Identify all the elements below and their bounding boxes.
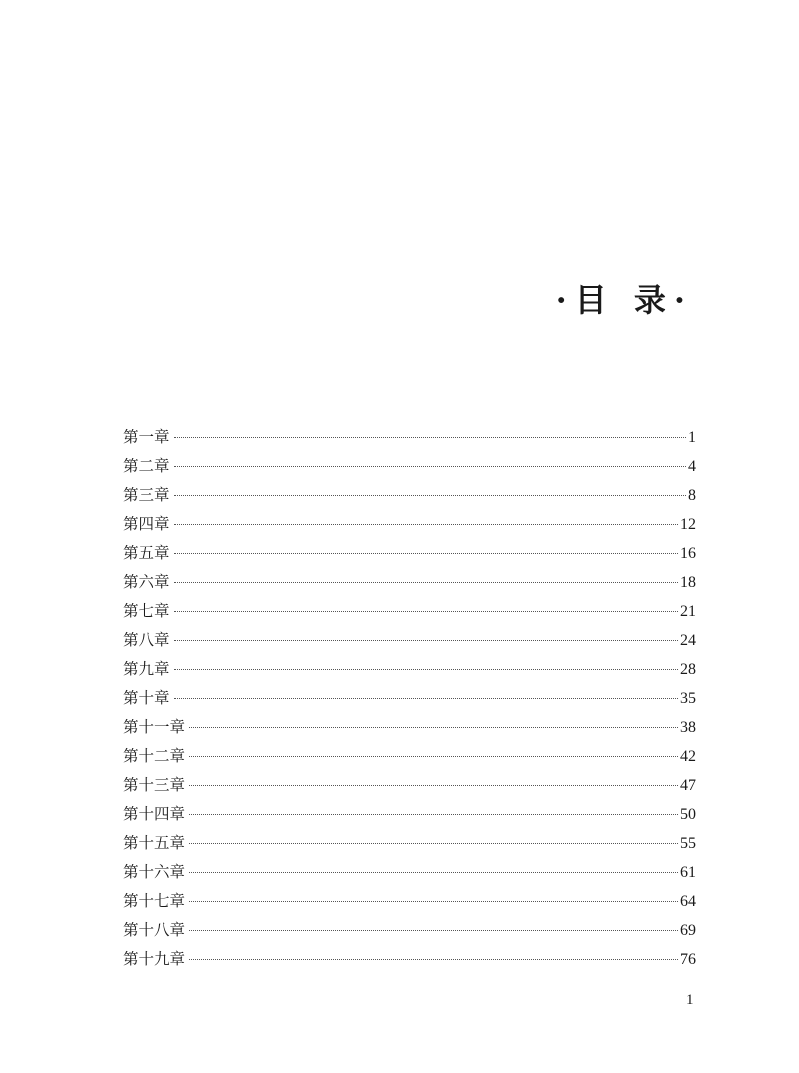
toc-dot-leader — [189, 872, 678, 873]
toc-entry[interactable] — [123, 626, 696, 655]
toc-entry-page: 38 — [680, 719, 696, 736]
toc-entry[interactable] — [123, 829, 696, 858]
toc-entry[interactable] — [123, 481, 696, 510]
toc-entry-label: 第十二章 — [123, 747, 186, 765]
toc-dot-leader — [189, 930, 678, 931]
toc-entry-page: 61 — [680, 864, 696, 881]
toc-entry[interactable] — [123, 684, 696, 713]
toc-entry-label: 第四章 — [123, 515, 170, 533]
toc-entry[interactable] — [123, 771, 696, 800]
toc-entry[interactable] — [123, 568, 696, 597]
toc-dot-leader — [174, 524, 678, 525]
toc-entry-page: 16 — [680, 545, 696, 562]
toc-dot-leader — [174, 466, 686, 467]
toc-entry-label: 第十一章 — [123, 718, 186, 736]
page-title: ·目 录· — [555, 281, 693, 319]
toc-entry-label: 第十八章 — [123, 921, 186, 939]
toc-entry[interactable] — [123, 539, 696, 568]
toc-entry-page: 55 — [680, 835, 696, 852]
toc-entry-label: 第十章 — [123, 689, 170, 707]
toc-entry-label: 第九章 — [123, 660, 170, 678]
toc-dot-leader — [189, 785, 678, 786]
toc-entry-page: 76 — [680, 951, 696, 968]
toc-entry-page: 4 — [688, 458, 696, 475]
toc-entry-label: 第八章 — [123, 631, 170, 649]
toc-entry[interactable] — [123, 713, 696, 742]
table-of-contents — [123, 423, 696, 974]
toc-dot-leader — [189, 843, 678, 844]
toc-entry-label: 第十七章 — [123, 892, 186, 910]
toc-entry-page: 35 — [680, 690, 696, 707]
toc-entry[interactable] — [123, 597, 696, 626]
toc-entry-page: 28 — [680, 661, 696, 678]
toc-entry-label: 第五章 — [123, 544, 170, 562]
toc-entry-label: 第十五章 — [123, 834, 186, 852]
toc-dot-leader — [189, 814, 678, 815]
toc-entry-page: 24 — [680, 632, 696, 649]
toc-entry-label: 第十四章 — [123, 805, 186, 823]
toc-entry[interactable] — [123, 945, 696, 974]
toc-entry[interactable] — [123, 916, 696, 945]
toc-dot-leader — [174, 437, 686, 438]
toc-dot-leader — [189, 901, 678, 902]
toc-entry-page: 69 — [680, 922, 696, 939]
toc-entry-label: 第三章 — [123, 486, 170, 504]
toc-dot-leader — [174, 495, 686, 496]
toc-entry[interactable] — [123, 858, 696, 887]
toc-entry-label: 第十六章 — [123, 863, 186, 881]
toc-dot-leader — [189, 959, 678, 960]
toc-entry-page: 47 — [680, 777, 696, 794]
toc-entry-page: 21 — [680, 603, 696, 620]
toc-entry[interactable] — [123, 423, 696, 452]
toc-entry-page: 18 — [680, 574, 696, 591]
toc-entry-label: 第十三章 — [123, 776, 186, 794]
toc-dot-leader — [189, 756, 678, 757]
toc-entry[interactable] — [123, 452, 696, 481]
toc-entry-page: 1 — [688, 429, 696, 446]
toc-dot-leader — [189, 727, 678, 728]
toc-dot-leader — [174, 553, 678, 554]
toc-entry[interactable] — [123, 742, 696, 771]
toc-entry-page: 64 — [680, 893, 696, 910]
toc-entry-label: 第十九章 — [123, 950, 186, 968]
toc-entry-page: 42 — [680, 748, 696, 765]
toc-dot-leader — [174, 698, 678, 699]
toc-entry-page: 50 — [680, 806, 696, 823]
toc-dot-leader — [174, 640, 678, 641]
toc-dot-leader — [174, 611, 678, 612]
toc-entry[interactable] — [123, 800, 696, 829]
toc-entry-label: 第七章 — [123, 602, 170, 620]
toc-entry-label: 第一章 — [123, 428, 170, 446]
page-number: 1 — [686, 992, 694, 1008]
toc-entry[interactable] — [123, 887, 696, 916]
toc-dot-leader — [174, 669, 678, 670]
toc-dot-leader — [174, 582, 678, 583]
toc-entry-page: 12 — [680, 516, 696, 533]
toc-entry-page: 8 — [688, 487, 696, 504]
toc-entry-label: 第六章 — [123, 573, 170, 591]
toc-entry[interactable] — [123, 510, 696, 539]
toc-entry[interactable] — [123, 655, 696, 684]
toc-entry-label: 第二章 — [123, 457, 170, 475]
